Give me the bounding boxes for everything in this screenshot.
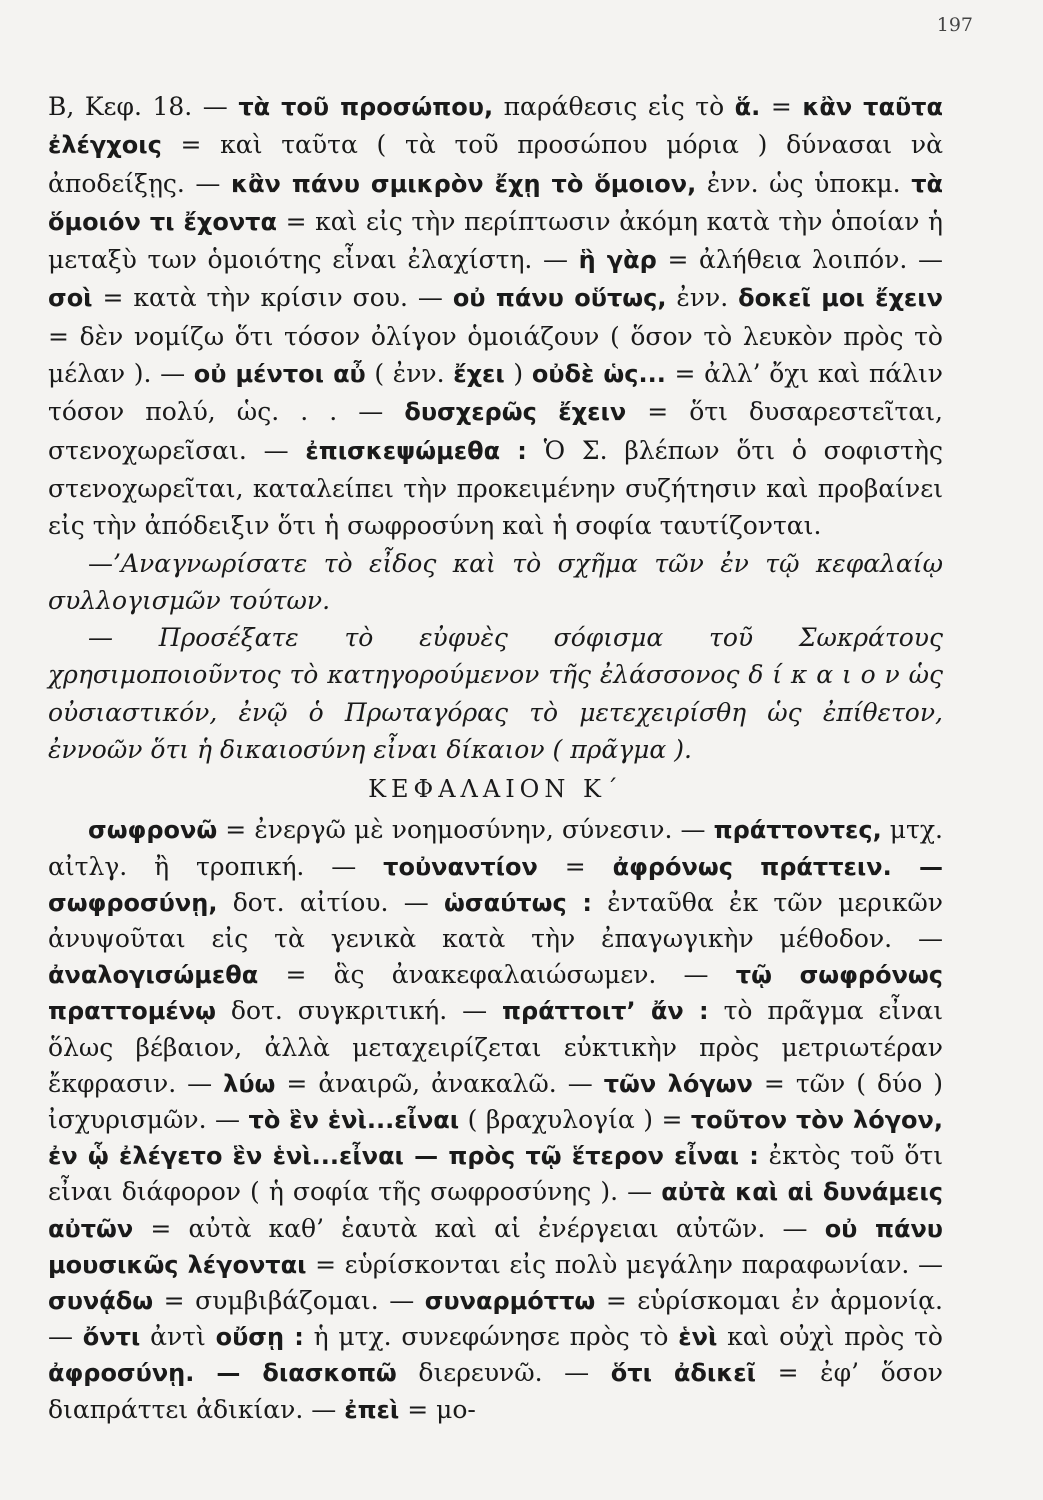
bold-lemma: σωφρονῶ bbox=[88, 816, 218, 845]
text-run: ) bbox=[504, 359, 532, 389]
italic-text: ’Αναγνωρίσατε τὸ εἶδος καὶ τὸ σχῆμα τῶν ἐν τῷ κεφαλαίῳ συλλογισμῶν τούτων. bbox=[48, 548, 943, 615]
bold-lemma: σοὶ bbox=[48, 284, 93, 313]
text-run: = ἐφ’ ὅσον διαπράττει ἀδικίαν. — bbox=[48, 1358, 943, 1424]
text-run: ἡ μτχ. συνεφώνησε πρὸς τὸ bbox=[303, 1322, 679, 1352]
text-run: = εὑρίσκομαι ἐν ἁρμονίᾳ. — bbox=[48, 1285, 943, 1352]
bold-lemma: οὐ μέντοι αὖ bbox=[193, 360, 366, 389]
page-number: 197 bbox=[936, 14, 973, 36]
bold-lemma: ἑνὶ bbox=[678, 1323, 718, 1352]
text-run: = καὶ ταῦτα ( τὰ τοῦ προσώπου μόρια ) δύνασαι νὰ ἀποδείξῃς. — bbox=[48, 130, 943, 198]
bold-lemma: οὐ πάνυ οὕτως, bbox=[452, 284, 667, 313]
exercise-paragraph bbox=[48, 619, 943, 768]
commentary-section-1 bbox=[48, 88, 943, 768]
bold-lemma: τῶν λόγων bbox=[603, 1069, 753, 1098]
bold-lemma: ἔχει bbox=[453, 360, 505, 389]
bold-lemma: κἂν ταῦτα ἐλέγχοις bbox=[48, 93, 943, 160]
text-run: δοτ. αἰτίου. — bbox=[217, 887, 445, 917]
bold-lemma: ἐπισκεψώμεθα : bbox=[305, 436, 527, 465]
text-run: = κατὰ τὴν κρίσιν σου. — bbox=[92, 283, 453, 313]
text-run: = καὶ εἰς τὴν περίπτωσιν ἀκόμη κατὰ τὴν ὁποίαν ἡ μεταξὺ των ὁμοιότης εἶναι ἐλαχίστη. — bbox=[48, 206, 943, 275]
text-run: = ἐνεργῶ μὲ νοημοσύνην, σύνεσιν. — bbox=[217, 815, 714, 845]
text-run: ἀντὶ bbox=[140, 1322, 216, 1352]
text-run: Ὁ Σ. βλέπων ὅτι ὁ σοφιστὴς στενοχωρεῖται, καταλείπει τὴν προκειμένην συζήτησιν καὶ προβαίνει εἰς τὴν ἀπόδειξιν ὅτι ἡ σωφροσύνη καὶ ἡ σοφία ταυτίζονται. bbox=[48, 435, 943, 541]
text-run: = αὐτὰ καθ’ ἑαυτὰ καὶ αἱ ἐνέργειαι αὐτῶν. — bbox=[133, 1213, 825, 1243]
text-run: = bbox=[537, 851, 613, 881]
bold-lemma: πράττοιτ’ ἄν : bbox=[502, 997, 709, 1026]
text-run: = τῶν ( δύο ) ἰσχυρισμῶν. — bbox=[48, 1068, 944, 1134]
bold-lemma: ἀναλογισώμεθα bbox=[48, 961, 259, 990]
text-run: ( βραχυλογία ) = bbox=[459, 1104, 691, 1134]
text-run: = ἀναιρῶ, ἀνακαλῶ. — bbox=[275, 1068, 604, 1098]
text-run: ἐνταῦθα ἐκ τῶν μερικῶν ἀνυψοῦται εἰς τὰ γενικὰ κατὰ τὴν ἐπαγωγικὴν μέθοδον. — bbox=[48, 887, 943, 953]
text-run: = ἀλήθεια λοιπόν. — bbox=[656, 245, 944, 275]
bold-lemma: κἂν πάνυ σμικρὸν ἔχῃ τὸ ὅμοιον, bbox=[231, 169, 697, 198]
bold-lemma: τοῦτον τὸν λόγον, ἐν ᾧ ἐλέγετο ἓν ἑνὶ...εἶναι — πρὸς τῷ ἕτερον εἶναι : bbox=[48, 1105, 943, 1171]
bold-lemma: ἅ. bbox=[734, 93, 761, 121]
italic-text: δ ί κ α ι ο ν bbox=[748, 660, 900, 690]
italic-text: — Προσέξατε τὸ εὐφυὲς σόφισμα τοῦ Σωκράτους χρησιμοποιοῦντος τὸ κατηγορούμενον τῆς ἐλάσσονος bbox=[48, 623, 943, 690]
bold-lemma: οὔσῃ : bbox=[215, 1323, 304, 1352]
text-run: ( ἐνν. bbox=[365, 359, 454, 389]
bold-lemma: ἐπεὶ bbox=[344, 1395, 400, 1424]
text-run: = μο- bbox=[399, 1394, 476, 1424]
text-run: Β, Κεφ. 18. — bbox=[48, 92, 239, 121]
commentary-section-2 bbox=[48, 812, 943, 1427]
bold-lemma: δυσχερῶς ἔχειν bbox=[404, 398, 627, 427]
text-run: δοτ. συγκριτική. — bbox=[216, 996, 503, 1026]
bold-lemma: αὐτὰ καὶ αἱ δυνάμεις αὐτῶν bbox=[48, 1178, 943, 1243]
bold-lemma: συναρμόττω bbox=[424, 1286, 596, 1315]
text-run: ἐνν. bbox=[666, 283, 739, 313]
bold-lemma: ὅτι ἀδικεῖ bbox=[610, 1359, 757, 1388]
chapter-heading: ΚΕΦΑΛΑΙΟΝ Κ΄ bbox=[368, 775, 623, 804]
bold-lemma: τῷ σωφρόνως πραττομένῳ bbox=[48, 961, 944, 1026]
text-run: = ὅτι δυσαρεστεῖται, στενοχωρεῖσαι. — bbox=[48, 397, 944, 465]
text-run: καὶ οὐχὶ πρὸς τὸ bbox=[717, 1322, 943, 1352]
bold-lemma: τὰ ὅμοιόν τι ἔχοντα bbox=[48, 169, 943, 236]
bold-lemma: ἣ γὰρ bbox=[578, 246, 657, 275]
text-run: = εὑρίσκονται εἰς πολὺ μεγάλην παραφωνίαν. — bbox=[306, 1249, 943, 1279]
text-run: τὸ πρᾶγμα εἶναι ὅλως βέβαιον, ἀλλὰ μεταχειρίζεται εὐκτικὴν πρὸς μετριωτέραν ἔκφρασιν. — bbox=[48, 996, 943, 1098]
exercise-paragraph bbox=[48, 545, 943, 620]
commentary-paragraph bbox=[48, 88, 943, 545]
bold-lemma: οὐδὲ ὡς... bbox=[531, 360, 666, 389]
bold-lemma: τοὐναντίον bbox=[383, 852, 538, 881]
bold-lemma: τὸ ἓν ἑνὶ...εἶναι bbox=[248, 1105, 460, 1134]
bold-lemma: λύω bbox=[223, 1069, 276, 1098]
bold-lemma: πράττοντες, bbox=[713, 816, 882, 845]
text-run: διερευνῶ. — bbox=[396, 1358, 611, 1388]
bold-lemma: ἀφροσύνῃ. — διασκοπῶ bbox=[48, 1359, 397, 1388]
text-run: = δὲν νομίζω ὅτι τόσον ὀλίγον ὁμοιάζουν ( ὅσον τὸ λευκὸν πρὸς τὸ μέλαν ). — bbox=[48, 321, 943, 389]
commentary-paragraph bbox=[48, 812, 943, 1427]
text-run: παράθεσις εἰς τὸ bbox=[493, 92, 735, 121]
text-run: — bbox=[88, 548, 113, 578]
text-run: μτχ. αἰτλγ. ἢ τροπική. — bbox=[48, 815, 943, 881]
bold-lemma: συνᾴδω bbox=[48, 1286, 154, 1315]
text-run: ἐνν. ὡς ὑποκμ. bbox=[696, 168, 912, 198]
text-run: = ἃς ἀνακεφαλαιώσωμεν. — bbox=[258, 960, 736, 990]
bold-lemma: ὄντι bbox=[82, 1323, 141, 1352]
text-run: = ἀλλ’ ὄχι καὶ πάλιν τόσον πολύ, ὡς. . . — bbox=[48, 359, 943, 427]
bold-lemma: ἀφρόνως πράττειν. — σωφροσύνῃ, bbox=[48, 852, 943, 917]
italic-text: ὡς οὐσιαστικόν, ἐνῷ ὁ Πρωταγόρας τὸ μετεχειρίσθη ὡς ἐπίθετον, ἐννοῶν ὅτι ἡ δικαιοσύνη εἶναι δίκαιον ( πρᾶγμα ). bbox=[48, 660, 943, 765]
text-run: = bbox=[760, 92, 803, 121]
text-run: ἐκτὸς τοῦ ὅτι εἶναι διάφορον ( ἡ σοφία τῆς σωφροσύνης ). — bbox=[48, 1141, 943, 1207]
bold-lemma: τὰ τοῦ προσώπου, bbox=[238, 93, 494, 121]
text-run: = συμβιβάζομαι. — bbox=[153, 1285, 425, 1315]
bold-lemma: δοκεῖ μοι ἔχειν bbox=[738, 284, 943, 313]
bold-lemma: οὐ πάνυ μουσικῶς λέγονται bbox=[48, 1214, 944, 1279]
bold-lemma: ὡσαύτως : bbox=[444, 888, 592, 917]
